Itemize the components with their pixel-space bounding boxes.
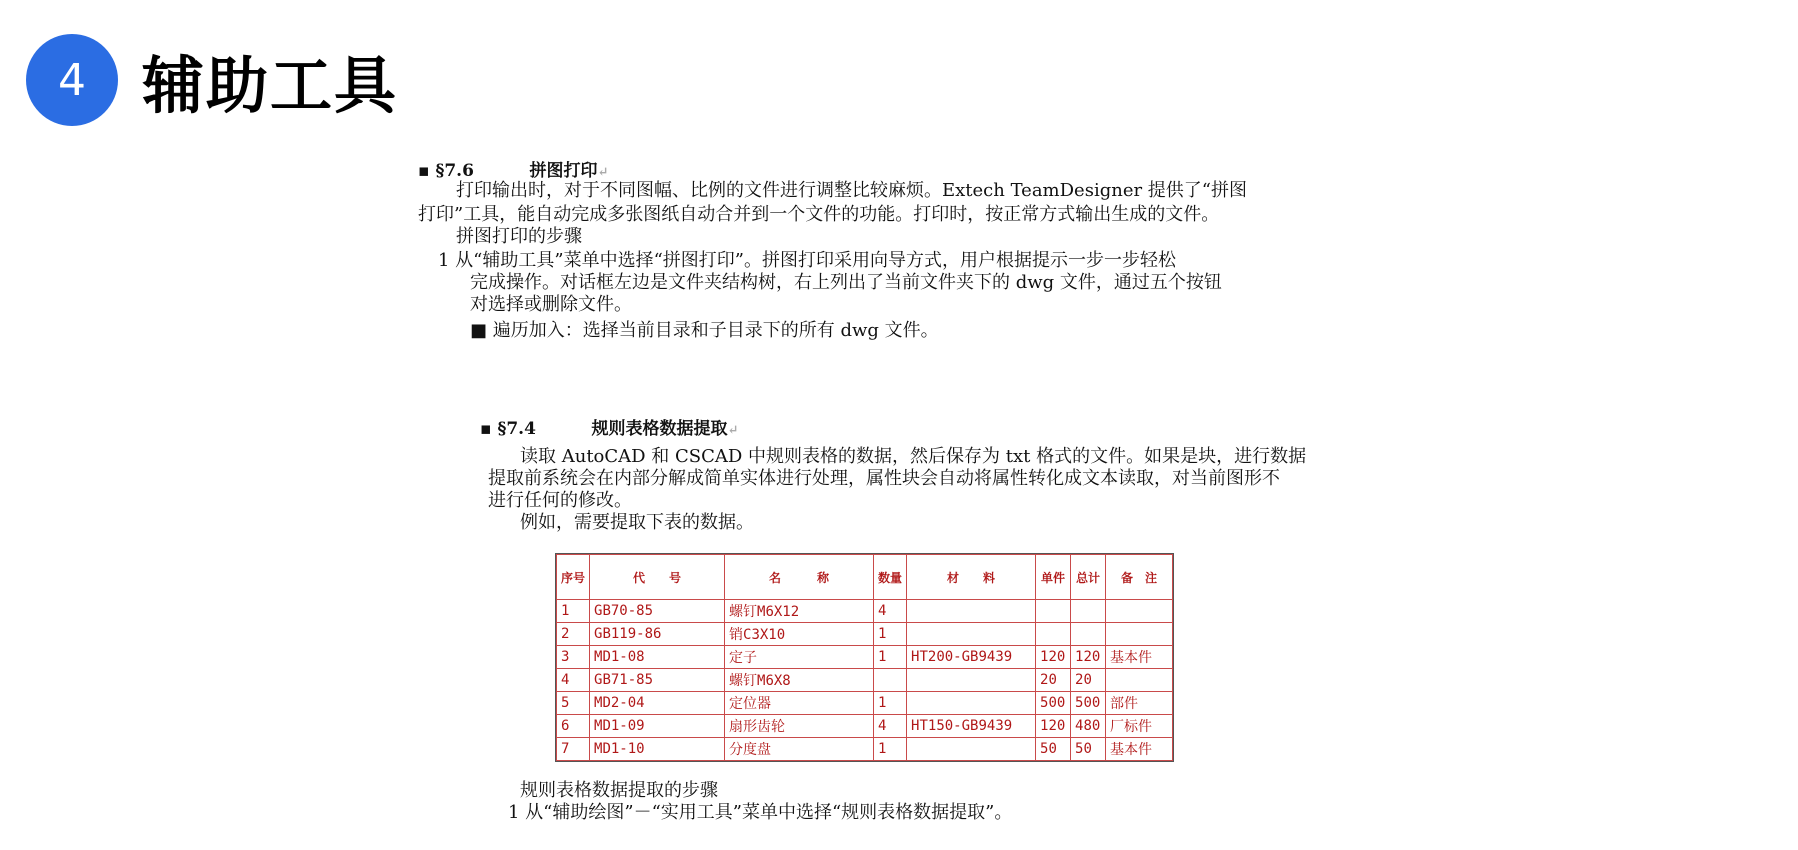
table-cell	[874, 669, 907, 692]
table-cell	[907, 738, 1036, 761]
table-cell: 4	[874, 600, 907, 623]
table-cell: 定位器	[725, 692, 874, 715]
document-excerpt-table-extract	[480, 414, 1307, 823]
table-row	[557, 600, 1173, 623]
paragraph-line: 拼图打印的步骤	[456, 226, 582, 247]
table-cell: 20	[1036, 669, 1071, 692]
table-cell: 500	[1036, 692, 1071, 715]
table-cell: 螺钉M6X8	[725, 669, 874, 692]
table-cell: 1	[874, 692, 907, 715]
table-cell: 50	[1071, 738, 1106, 761]
table-cell: GB70-85	[590, 600, 725, 623]
paragraph-line: 进行任何的修改。	[488, 490, 632, 511]
table-row	[557, 738, 1173, 761]
table-cell	[1071, 623, 1106, 646]
table-cell: 7	[557, 738, 590, 761]
table-cell: MD2-04	[590, 692, 725, 715]
paragraph-line: 1 从“辅助绘图”－“实用工具”菜单中选择“规则表格数据提取”。	[508, 802, 1013, 823]
table-cell: 120	[1036, 646, 1071, 669]
table-cell	[1036, 600, 1071, 623]
section-heading: ▪ §7.6 拼图打印↵	[418, 161, 609, 181]
table-cell: HT150-GB9439	[907, 715, 1036, 738]
table-cell: 扇形齿轮	[725, 715, 874, 738]
table-cell: GB71-85	[590, 669, 725, 692]
column-header: 数量	[874, 555, 907, 600]
paragraph-line: 完成操作。对话框左边是文件夹结构树，右上列出了当前文件夹下的 dwg 文件，通过五个按钮	[470, 272, 1222, 293]
table-cell: 4	[874, 715, 907, 738]
table-cell: 500	[1071, 692, 1106, 715]
paragraph-line: 提取前系统会在内部分解成简单实体进行处理，属性块会自动将属性转化成文本读取，对当前图形不	[488, 468, 1280, 489]
table-cell: 6	[557, 715, 590, 738]
table-cell	[1071, 600, 1106, 623]
table-cell: 部件	[1106, 692, 1173, 715]
parts-table	[556, 554, 1173, 761]
table-cell: 1	[874, 623, 907, 646]
column-header: 备 注	[1106, 555, 1173, 600]
section-number-badge: 4	[26, 34, 118, 126]
table-cell: 2	[557, 623, 590, 646]
table-cell: HT200-GB9439	[907, 646, 1036, 669]
table-cell: MD1-10	[590, 738, 725, 761]
table-cell	[907, 623, 1036, 646]
table-cell	[907, 600, 1036, 623]
column-header: 代 号	[590, 555, 725, 600]
table-cell: 50	[1036, 738, 1071, 761]
table-cell: 480	[1071, 715, 1106, 738]
table-cell: MD1-09	[590, 715, 725, 738]
table-row	[557, 646, 1173, 669]
table-row	[557, 692, 1173, 715]
table-cell: 4	[557, 669, 590, 692]
table-cell: 20	[1071, 669, 1106, 692]
table-cell: GB119-86	[590, 623, 725, 646]
document-excerpt-print-mosaic	[418, 156, 1318, 392]
table-cell: 120	[1036, 715, 1071, 738]
table-cell: 3	[557, 646, 590, 669]
table-header-row	[557, 555, 1173, 600]
slide-header	[26, 32, 398, 128]
column-header: 总计	[1071, 555, 1106, 600]
table-cell: 基本件	[1106, 646, 1173, 669]
column-header: 单件	[1036, 555, 1071, 600]
section-heading: ▪ §7.4 规则表格数据提取↵	[480, 419, 739, 439]
table-cell: 销C3X10	[725, 623, 874, 646]
paragraph-line: 打印输出时，对于不同图幅、比例的文件进行调整比较麻烦。Extech TeamDesigner 提供了“拼图	[456, 180, 1248, 201]
table-cell: 基本件	[1106, 738, 1173, 761]
bullet-line: ■ 遍历加入：选择当前目录和子目录下的所有 dwg 文件。	[470, 320, 939, 341]
table-row	[557, 715, 1173, 738]
table-cell	[1106, 623, 1173, 646]
table-cell: 120	[1071, 646, 1106, 669]
paragraph-line: 对选择或删除文件。	[470, 294, 632, 315]
paragraph-line: 规则表格数据提取的步骤	[520, 780, 718, 801]
table-cell: 1	[557, 600, 590, 623]
table-row	[557, 669, 1173, 692]
table-cell	[907, 692, 1036, 715]
table-cell: 厂标件	[1106, 715, 1173, 738]
table-cell	[1106, 600, 1173, 623]
table-cell: 5	[557, 692, 590, 715]
column-header: 材 料	[907, 555, 1036, 600]
paragraph-line: 例如，需要提取下表的数据。	[520, 512, 754, 533]
table-cell: 定子	[725, 646, 874, 669]
page-title: 辅助工具	[142, 48, 399, 122]
column-header: 名 称	[725, 555, 874, 600]
table-cell	[1106, 669, 1173, 692]
table-cell	[907, 669, 1036, 692]
paragraph-line: 打印”工具，能自动完成多张图纸自动合并到一个文件的功能。打印时，按正常方式输出生成的文件。	[418, 204, 1220, 225]
paragraph-line: 读取 AutoCAD 和 CSCAD 中规则表格的数据，然后保存为 txt 格式的文件。如果是块，进行数据	[520, 446, 1307, 467]
table-cell: MD1-08	[590, 646, 725, 669]
table-cell: 1	[874, 646, 907, 669]
table-cell: 螺钉M6X12	[725, 600, 874, 623]
table-cell: 分度盘	[725, 738, 874, 761]
table-cell	[1036, 623, 1071, 646]
table-row	[557, 623, 1173, 646]
column-header: 序号	[557, 555, 590, 600]
paragraph-line: 1 从“辅助工具”菜单中选择“拼图打印”。拼图打印采用向导方式，用户根据提示一步一步轻松	[438, 250, 1176, 271]
table-cell: 1	[874, 738, 907, 761]
